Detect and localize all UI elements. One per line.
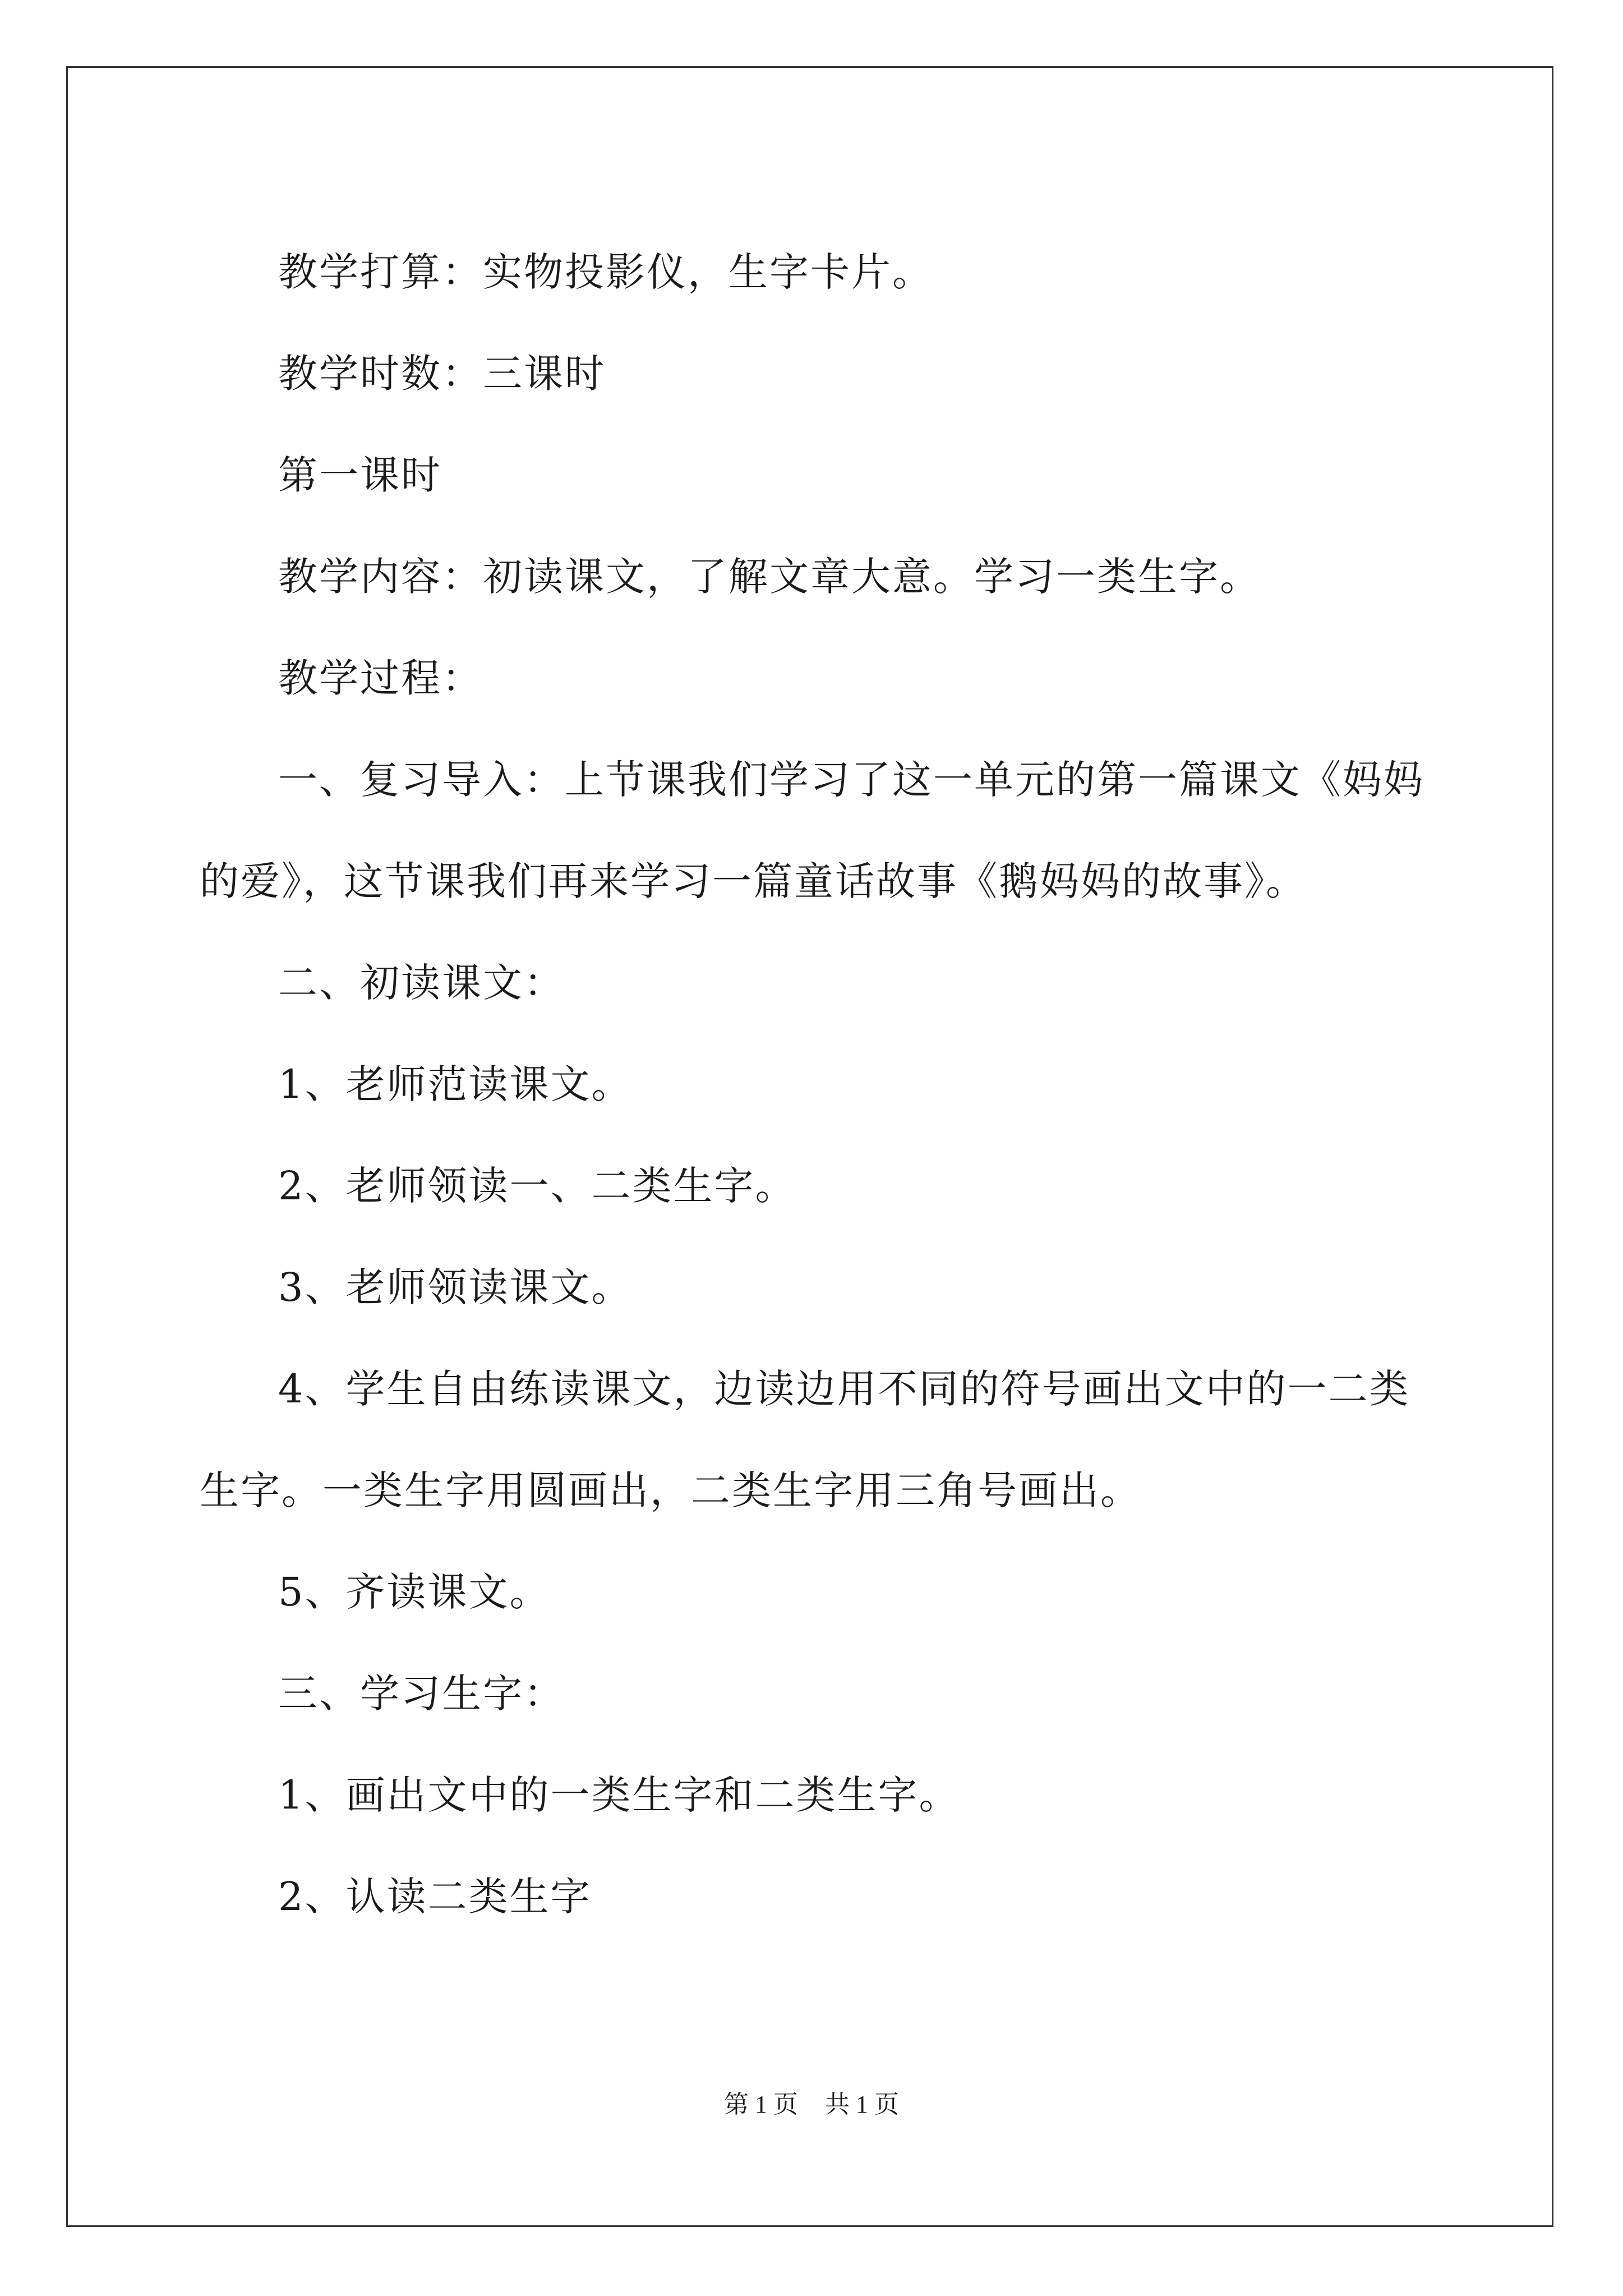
paragraph-step-3-1: 1、画出文中的一类生字和二类生字。 — [278, 1772, 960, 1818]
paragraph-section-three: 三、学习生字： — [278, 1671, 565, 1717]
paragraph-teaching-preparation: 教学打算：实物投影仪，生字卡片。 — [278, 249, 933, 295]
paragraph-step-1: 1、老师范读课文。 — [278, 1061, 633, 1107]
paragraph-step-2: 2、老师领读一、二类生字。 — [278, 1163, 796, 1209]
paragraph-step-3-2: 2、认读二类生字 — [278, 1874, 592, 1920]
paragraph-step-3: 3、老师领读课文。 — [278, 1264, 633, 1310]
paragraph-lesson-heading: 第一课时 — [278, 452, 442, 498]
paragraph-review-intro: 一、复习导入：上节课我们学习了这一单元的第一篇课文《妈妈的爱》，这节课我们再来学习一篇童话故事《鹅妈妈的故事》。 — [200, 757, 1424, 904]
paragraph-step-4: 4、学生自由练读课文，边读边用不同的符号画出文中的一二类生字。一类生字用圆画出，二类生字用三角号画出。 — [200, 1366, 1410, 1513]
page-footer — [0, 2084, 1623, 2120]
document-body — [200, 222, 1431, 1948]
page-number-current: 第 1 页 — [724, 2091, 798, 2118]
paragraph-step-5: 5、齐读课文。 — [278, 1569, 551, 1615]
paragraph-teaching-hours: 教学时数：三课时 — [278, 351, 606, 397]
page-number-total: 共 1 页 — [825, 2091, 899, 2118]
paragraph-section-two: 二、初读课文： — [278, 960, 565, 1006]
paragraph-teaching-process: 教学过程： — [278, 655, 483, 701]
paragraph-teaching-content: 教学内容：初读课文，了解文章大意。学习一类生字。 — [278, 554, 1261, 600]
